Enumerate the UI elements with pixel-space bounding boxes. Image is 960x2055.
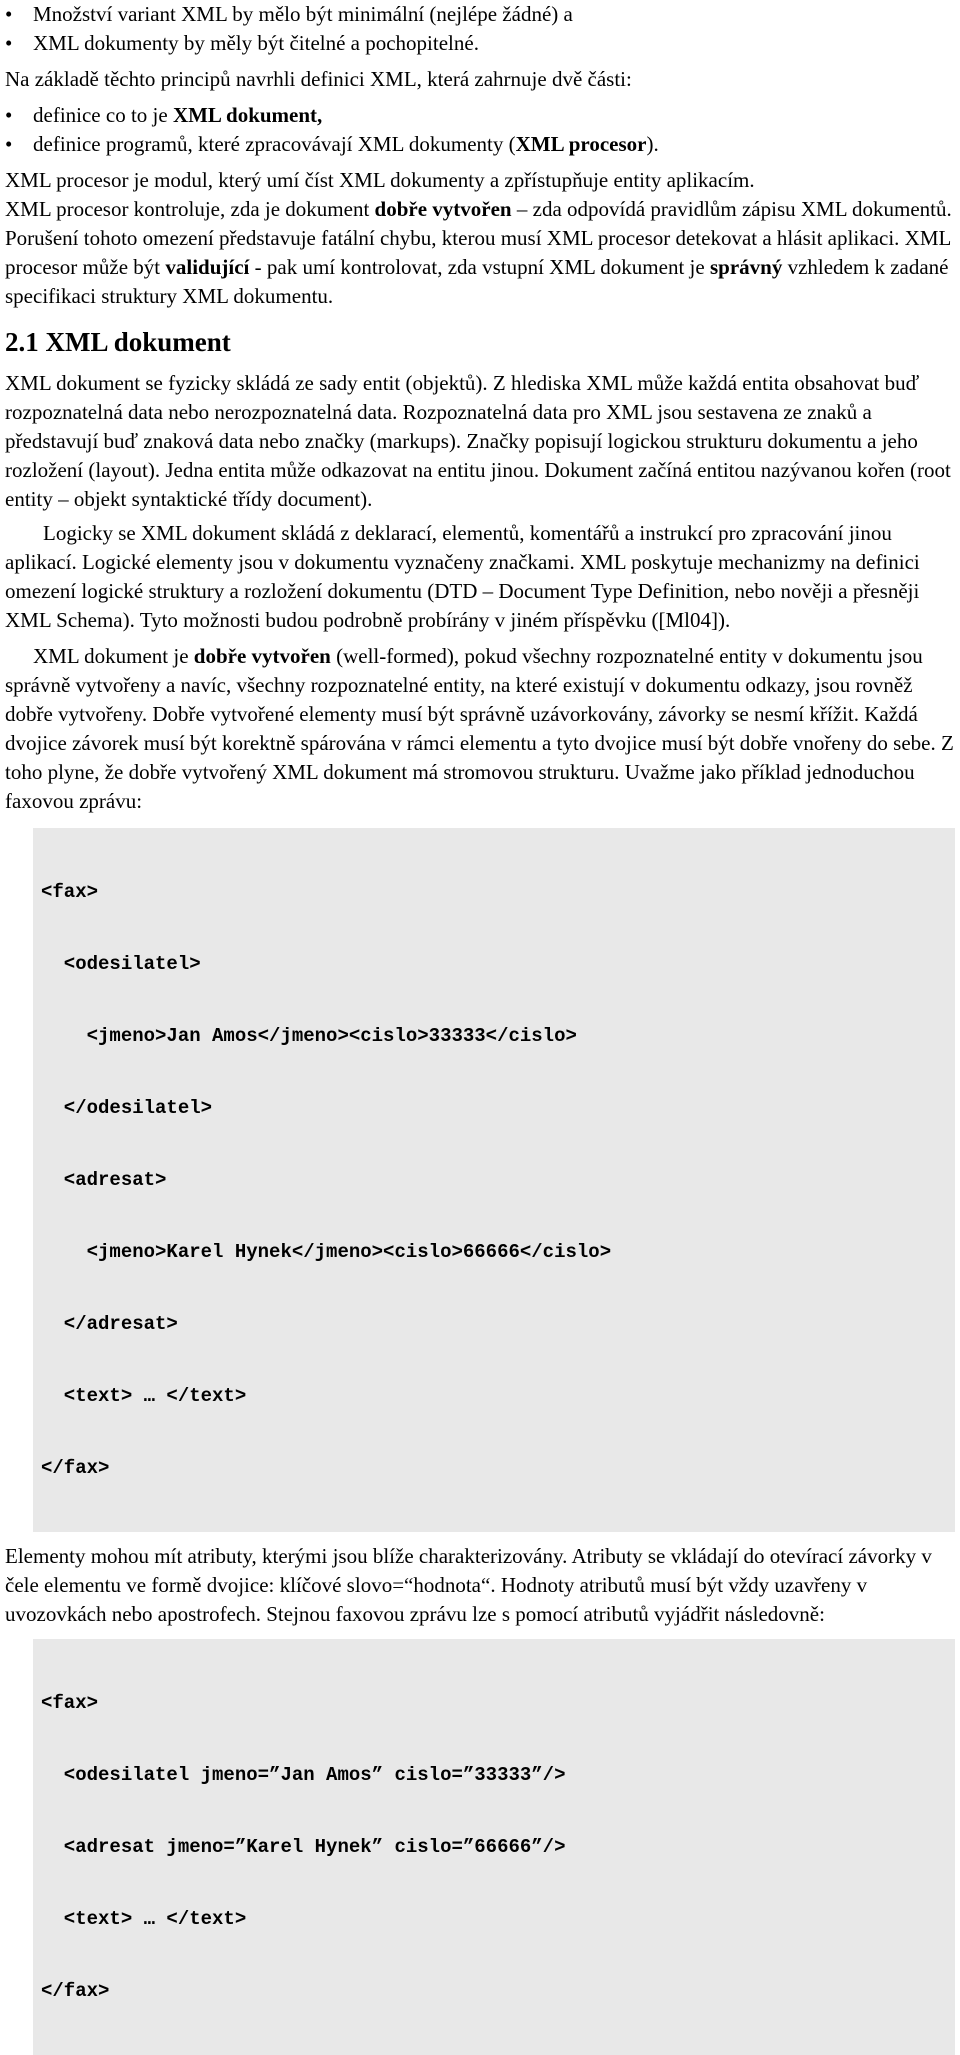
code-line: <text> … </text> [41, 1385, 247, 1407]
list-item: • definice co to je XML dokument, [5, 101, 955, 130]
intro-paragraph: Na základě těchto principů navrhli definici XML, která zahrnuje dvě části: [5, 67, 632, 91]
bullet-icon: • [5, 132, 13, 156]
code-line: <text> … </text> [41, 1908, 247, 1930]
parts-list [5, 101, 955, 159]
logicky-paragraph: Logicky se XML dokument skládá z deklarací, elementů, komentářů a instrukcí pro zpracování jinou aplikací. Logické elementy jsou v dokumentu vyznačeny značkami. XML poskytuje mechanizmy na definici omezení logické struktury a rozložení dokumentu (DTD – Document Type Definition, nebo nověji a přesněji XML Schema). Tyto možnosti budou podrobně probírány v jiném příspěvku ([Ml04]). [5, 521, 920, 632]
bullet-icon: • [5, 103, 13, 127]
bullet-icon: • [5, 2, 13, 26]
entity-paragraph: XML dokument se fyzicky skládá ze sady entit (objektů). Z hlediska XML může každá entita obsahovat buď rozpoznatelná data nebo nerozpoznatelná data. Rozpoznatelná data pro XML jsou sestavena ze znaků a představují buď znaková data nebo značky (markups). Značky popisují logickou strukturu dokumentu a jeho rozložení (layout). Jedna entita může odkazovat na entitu jinou. Dokument začíná entitou nazývanou kořen (root entity – objekt syntaktické třídy document). [5, 371, 951, 511]
code-line: <adresat> [41, 1169, 167, 1191]
principles-list [5, 0, 955, 58]
code-line: <odesilatel jmeno=”Jan Amos” cislo=”33333”/> [41, 1764, 566, 1786]
atributy-paragraph: Elementy mohou mít atributy, kterými jsou blíže charakterizovány. Atributy se vkládají do otevírací závorky v čele elementu ve formě dvojice: klíčové slovo=“hodnota“. Hodnoty atributů musí být vždy uzavřeny v uvozovkách nebo apostrofech. Stejnou faxovou zprávu lze s pomocí atributů vyjádřit následovně: [5, 1544, 932, 1626]
code-line: <adresat jmeno=”Karel Hynek” cislo=”66666”/> [41, 1836, 566, 1858]
procesor-sentence: XML procesor je modul, který umí číst XML dokumenty a zpřístupňuje entity aplikacím. [5, 168, 755, 192]
procesor-paragraph: XML procesor kontroluje, zda je dokument dobře vytvořen – zda odpovídá pravidlům zápisu XML dokumentů. Porušení tohoto omezení představuje fatální chybu, kterou musí XML procesor detekovat a hlásit aplikaci. XML procesor může být validující - pak umí kontrolovat, zda vstupní XML dokument je správný vzhledem k zadané specifikaci struktury XML dokumentu. [5, 197, 952, 308]
code-line: </odesilatel> [41, 1097, 213, 1119]
code-line: <jmeno>Karel Hynek</jmeno><cislo>66666</cislo> [41, 1241, 612, 1263]
code-line: </fax> [41, 1457, 110, 1479]
code-line: <odesilatel> [41, 953, 201, 975]
wellformed-paragraph: XML dokument je dobře vytvořen (well-formed), pokud všechny rozpoznatelné entity v dokumentu jsou správně vytvořeny a navíc, všechny rozpoznatelné entity, na které existují v dokumentu odkazy, jsou rovněž dobře vytvořeny. Dobře vytvořené elementy musí být správně uzávorkovány, závorky se nesmí křížit. Každá dvojice závorek musí být korektně spárována v rámci elementu a tyto dvojice musí být dobře vnořeny do sebe. Z toho plyne, že dobře vytvořený XML dokument má stromovou strukturu. Uvažme jako příklad jednoduchou faxovou zprávu: [5, 644, 954, 813]
bullet-icon: • [5, 31, 13, 55]
code-line: <fax> [41, 1692, 99, 1714]
list-item: • definice programů, které zpracovávají XML dokumenty (XML procesor). [5, 130, 955, 159]
list-item: • XML dokumenty by měly být čitelné a pochopitelné. [5, 29, 955, 58]
code-block-fax [33, 828, 955, 1532]
section-heading: 2.1 XML dokument [5, 327, 231, 357]
code-line: </adresat> [41, 1313, 178, 1335]
code-line: <jmeno>Jan Amos</jmeno><cislo>33333</cislo> [41, 1025, 577, 1047]
document-page [5, 0, 955, 2055]
code-line: </fax> [41, 1980, 110, 2002]
code-line: <fax> [41, 881, 99, 903]
list-item: • Množství variant XML by mělo být minimální (nejlépe žádné) a [5, 0, 955, 29]
code-block-fax-attributes [33, 1639, 955, 2055]
